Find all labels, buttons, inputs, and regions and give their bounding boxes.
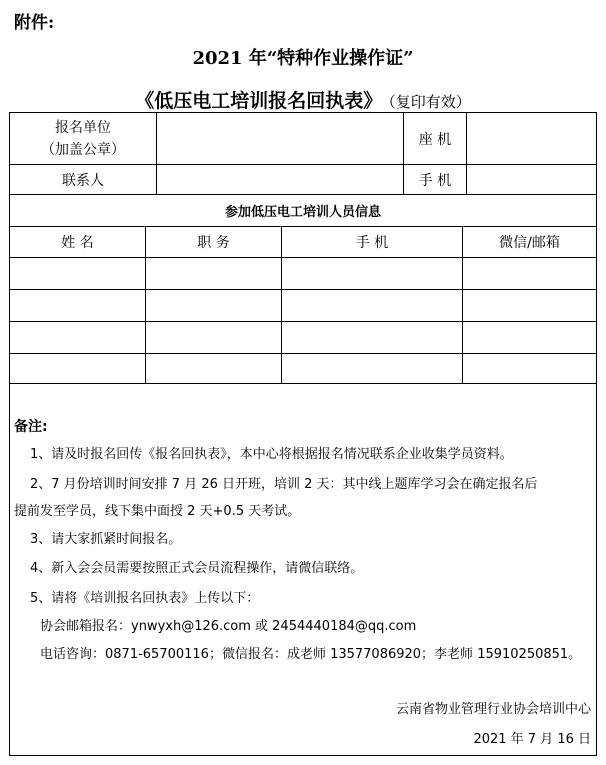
remark-item-4: 4、新入会会员需要按照正式会员流程操作，请微信联络。 (30, 561, 364, 576)
form-title (0, 86, 606, 113)
column-header-wechat-email: 微信/邮箱 (499, 235, 560, 251)
remark-item-5: 5、请将《培训报名回执表》上传以下： (30, 591, 260, 606)
unit-field[interactable] (157, 113, 403, 164)
landline-field[interactable] (467, 113, 596, 164)
table-cell[interactable] (282, 258, 462, 289)
phone-contact-line: 电话咨询：0871-65700116；微信报名：成老师 13577086920；李老师 15910250851。 (40, 647, 582, 662)
table-cell[interactable] (146, 290, 281, 321)
issuing-organization: 云南省物业管理行业协会培训中心 (395, 702, 591, 717)
mobile-label: 手 机 (418, 172, 452, 189)
table-cell[interactable] (146, 354, 281, 383)
column-header-position: 职 务 (197, 235, 230, 251)
table-cell[interactable] (463, 290, 596, 321)
table-cell[interactable] (10, 354, 145, 383)
remark-item-3: 3、请大家抓紧时间报名。 (30, 532, 182, 547)
table-cell[interactable] (282, 322, 462, 353)
table-cell[interactable] (146, 322, 281, 353)
form-title-note: （复印有效） (388, 93, 471, 111)
table-cell[interactable] (146, 258, 281, 289)
form-title-main: 《低压电工培训报名回执表》 (135, 90, 383, 112)
document-title: 2021 年“特种作业操作证” (192, 48, 414, 69)
remark-item-2-continued: 提前发至学员，线下集中面授 2 天+0.5 天考试。 (14, 504, 301, 519)
table-cell[interactable] (463, 258, 596, 289)
contact-label: 联系人 (62, 172, 104, 189)
section-title: 参加低压电工培训人员信息 (224, 205, 381, 220)
table-cell[interactable] (10, 290, 145, 321)
table-cell[interactable] (463, 354, 596, 383)
unit-label-line1: 报名单位 (55, 119, 111, 136)
column-header-name: 姓 名 (61, 235, 94, 251)
contact-field[interactable] (157, 165, 403, 194)
remark-item-1: 1、请及时报名回传《报名回执表》，本中心将根据报名情况联系企业收集学员资料。 (30, 447, 513, 462)
remarks-title: 备注: (14, 419, 48, 435)
table-cell[interactable] (10, 322, 145, 353)
table-cell[interactable] (282, 290, 462, 321)
unit-label-line2: （加盖公章） (41, 141, 125, 158)
landline-label: 座 机 (418, 131, 452, 148)
column-header-phone: 手 机 (355, 235, 389, 251)
remark-item-2: 2、7 月份培训时间安排 7 月 26 日开班，培训 2 天：其中线上题库学习会在确定报名后 (30, 477, 538, 492)
table-cell[interactable] (282, 354, 462, 383)
unit-label (10, 113, 156, 164)
email-contact-line: 协会邮箱报名：ynwyxh@126.com 或 2454440184@qq.com (40, 619, 417, 634)
table-cell[interactable] (463, 322, 596, 353)
issue-date: 2021 年 7 月 16 日 (473, 732, 591, 747)
table-cell[interactable] (10, 258, 145, 289)
attachment-label: 附件: (14, 13, 55, 33)
mobile-field[interactable] (467, 165, 596, 194)
